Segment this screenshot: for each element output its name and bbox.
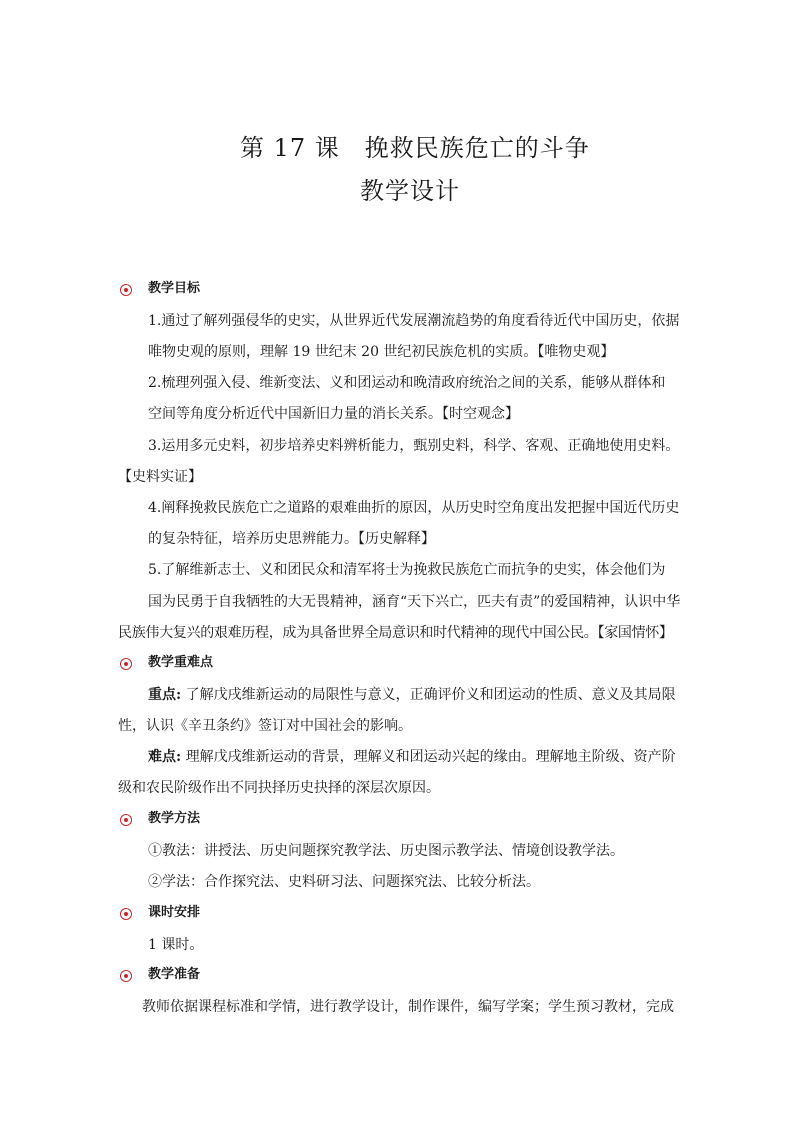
goal-line: 空间等角度分析近代中国新旧力量的消长关系。【时空观念】 [148,406,519,422]
key-label: 重点: [148,687,182,703]
difficulty-label: 难点: [148,749,182,765]
key-point-line: 性，认识《辛丑条约》签订对中国社会的影响。 [118,718,412,734]
goal-line: 【史料实证】 [118,469,202,485]
difficulty-line [148,747,676,767]
goal-line: 唯物史观的原则，理解 19 世纪末 20 世纪初民族危机的实质。【唯物史观】 [148,344,615,360]
circled-dot-icon [120,284,132,296]
page-subtitle: 教学设计 [360,177,460,205]
preparation-text: 教师依据课程标准和学情，进行教学设计，制作课件，编写学案；学生预习教材，完成 [142,999,674,1015]
circled-dot-icon [120,658,132,670]
schedule-text: 1 课时。 [148,937,204,953]
page-title: 第 17 课 挽救民族危亡的斗争 [240,134,590,162]
circled-dot-icon [120,908,132,920]
goal-line: 民族伟大复兴的艰难历程，成为具备世界全局意识和时代精神的现代中国公民。【家国情怀】 [118,625,673,641]
method-line: ①教法：讲授法、历史问题探究教学法、历史图示教学法、情境创设教学法。 [148,843,624,859]
method-line: ②学法：合作探究法、史料研习法、问题探究法、比较分析法。 [148,874,540,890]
goal-line: 5.了解维新志士、义和团民众和清军将士为挽救民族危亡而抗争的史实，体会他们为 [148,562,666,578]
goal-line: 2.梳理列强入侵、维新变法、义和团运动和晚清政府统治之间的关系，能够从群体和 [148,375,666,391]
section-heading-key-points: 教学重难点 [148,655,214,670]
section-heading-preparation: 教学准备 [148,967,201,982]
goal-line: 1.通过了解列强侵华的史实，从世界近代发展潮流趋势的角度看待近代中国历史，依据 [148,313,680,329]
section-heading-schedule: 课时安排 [148,905,201,920]
circled-dot-icon [120,970,132,982]
circled-dot-icon [120,814,132,826]
goal-line: 的复杂特征，培养历史思辨能力。【历史解释】 [148,531,435,547]
goal-line: 3.运用多元史料，初步培养史料辨析能力，甄别史料，科学、客观、正确地使用史料。 [148,438,680,454]
section-heading-goals: 教学目标 [148,281,201,296]
goal-line: 国为民勇于自我牺牲的大无畏精神，涵育“天下兴亡，匹夫有责”的爱国精神，认识中华 [148,594,681,610]
key-text: 了解戊戌维新运动的局限性与意义，正确评价义和团运动的性质、意义及其局限 [181,687,676,703]
difficulty-line: 级和农民阶级作出不同抉择历史抉择的深层次原因。 [118,780,440,796]
key-point-line [148,685,676,705]
goal-line: 4.阐释挽救民族危亡之道路的艰难曲折的原因，从历史时空角度出发把握中国近代历史 [148,500,680,516]
difficulty-text: 理解戊戌维新运动的背景，理解义和团运动兴起的缘由。理解地主阶级、资产阶 [181,749,676,765]
section-heading-methods: 教学方法 [148,811,201,826]
